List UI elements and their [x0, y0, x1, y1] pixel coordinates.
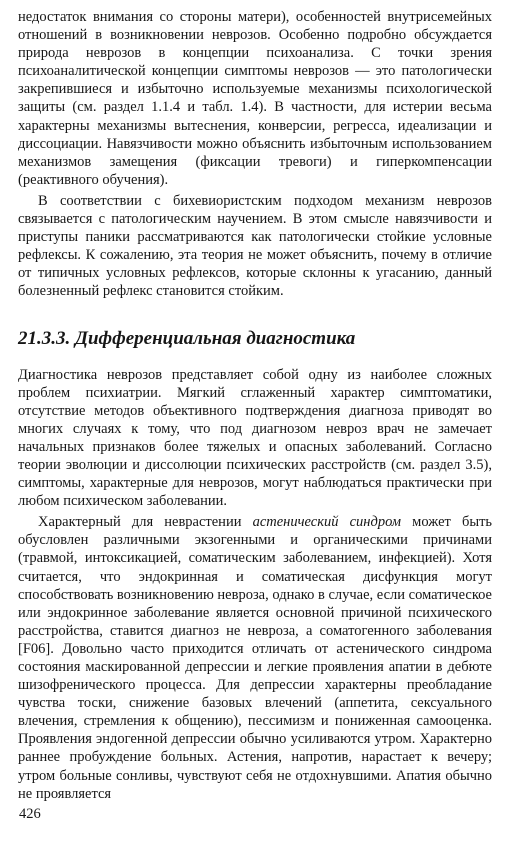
emphasized-term: астенический синдром — [252, 514, 402, 531]
page-body — [18, 8, 492, 803]
paragraph-asthenic-syndrome — [18, 513, 492, 803]
paragraph-behaviorism: В соответствии с бихевиористским подходом механизм неврозов связывается с патологическим научением. В этом смысле навязчивости и приступы паники рассматриваются как патологически стойкие условные рефлексы. К сожалению, эта теория не может объяснить, почему в отличие от типичных условных рефлексов, которые склонны к угасанию, данный болезненный рефлекс становится стойким. — [18, 192, 492, 300]
paragraph-rest-text: может быть обусловлен различными экзогенными и органическими причинами (травмой, интоксикацией, соматическим заболеванием, инфекцией). Хотя считается, что эндокринная и соматическая дисфункция могут способствовать возникновению невроза, однако в случае, если соматическое или эндокринное заболевание является основной причиной психического расстройства, ставится диагноз не невроза, а соматогенного заболевания [F06]. Довольно часто приходится отличать от астенического синдрома состояния маскированной депрессии и легкие проявления апатии в дебюте шизофренического процесса. Для депрессии характерны преобладание чувства тоски, снижение базовых влечений (аппетита, сексуального влечения, стремления к общению), пессимизм и пониженная самооценка. Проявления эндогенной депрессии обычно усиливаются утром. Характерно раннее пробуждение больных. Астения, напротив, нарастает к вечеру; утром больные сонливы, чувствуют себя не отдохнувшими. Апатия обычно не проявляется — [18, 514, 493, 802]
paragraph-psychoanalysis: недостаток внимания со стороны матери), особенностей внутрисемейных отношений в возникновении неврозов. Особенно подробно обсуждается природа неврозов в концепции психоанализа. С точки зрения психоаналитической концепции симптомы неврозов — это патологически закрепившиеся и избыточно используемые механизмы психологической защиты (см. раздел 1.1.4 и табл. 1.4). В частности, для истерии весьма характерны механизмы вытеснения, конверсии, регресса, идеализации и диссоциации. Навязчивости можно объяснить избыточным использованием механизмов замещения (фиксации тревоги) и гиперкомпенсации (реактивного обучения). — [18, 9, 492, 188]
paragraph-diagnostics: Диагностика неврозов представляет собой одну из наиболее сложных проблем психиатрии. Мягкий сглаженный характер симптоматики, отсутствие методов объективного подтверждения диагноза приводят во многих случаях к тому, что под диагнозом невроз врач не замечает начальных признаков более тяжелых и опасных заболеваний. Согласно теории эволюции и диссолюции психических расстройств (см. раздел 3.5), симптомы, характерные для неврозов, могут наблюдаться практически при любом психическом заболевании. — [18, 366, 492, 510]
paragraph-lead-text: Характерный для неврастении — [38, 514, 242, 531]
section-heading: 21.3.3. Дифференциальная диагностика — [18, 327, 356, 349]
page-number: 426 — [19, 806, 41, 822]
